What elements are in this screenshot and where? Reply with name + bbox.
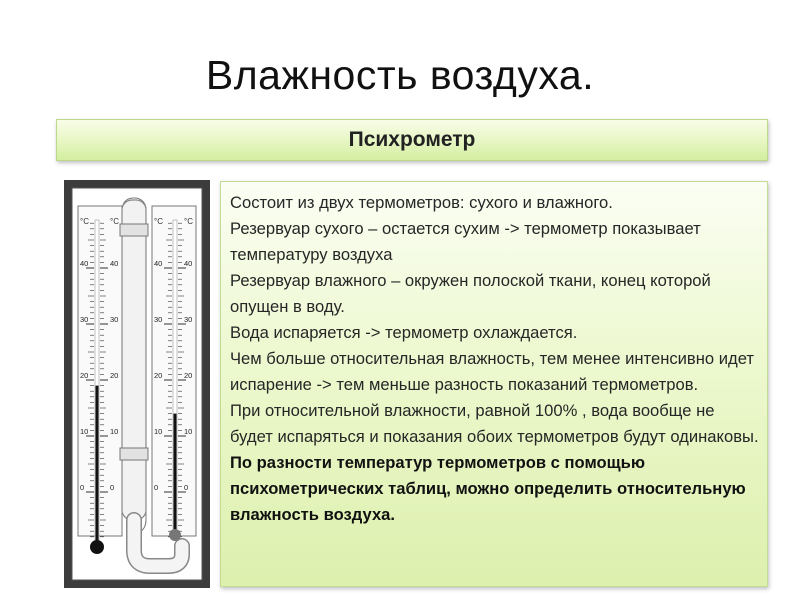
- psychrometer-svg: [64, 180, 210, 588]
- description-box: [220, 181, 768, 587]
- tube-clamp-top: [120, 224, 148, 236]
- dry-thermometer-bulb: [90, 540, 104, 554]
- scale-label: 20: [184, 371, 193, 380]
- unit-label: °C: [110, 217, 119, 226]
- wet-thermometer-bulb: [169, 529, 181, 541]
- unit-label: °C: [184, 217, 193, 226]
- scale-label: 20: [110, 371, 119, 380]
- scale-label: 10: [80, 427, 89, 436]
- tube-clamp-bottom: [120, 448, 148, 460]
- scale-label: 10: [184, 427, 193, 436]
- scale-label: 10: [110, 427, 119, 436]
- scale-label: 30: [80, 315, 89, 324]
- slide-title: Влажность воздуха.: [205, 52, 595, 98]
- scale-label: 10: [154, 427, 163, 436]
- psychrometer-illustration: [64, 180, 210, 588]
- scale-label: 0: [80, 483, 85, 492]
- conclusion-paragraph: По разности температур термометров с помощью психометрических таблиц, можно определить относительную влажность воздуха.: [230, 453, 746, 524]
- unit-label: °C: [80, 217, 89, 226]
- subtitle-text: Психрометр: [348, 128, 476, 151]
- wet-thermometer-column: [174, 414, 177, 530]
- paragraph: Состоит из двух термометров: сухого и влажного.: [230, 193, 613, 212]
- wick-tube: [122, 200, 146, 520]
- scale-label: 40: [110, 259, 119, 268]
- scale-label: 0: [110, 483, 115, 492]
- paragraph: Чем больше относительная влажность, тем менее интенсивно идет испарение -> тем меньше разность показаний термометров.: [230, 349, 754, 394]
- paragraph: При относительной влажности, равной 100% , вода вообще не будет испаряться и показания обоих термометров будут одинаковы.: [230, 401, 759, 446]
- scale-label: 0: [184, 483, 189, 492]
- unit-label: °C: [154, 217, 163, 226]
- scale-label: 40: [80, 259, 89, 268]
- paragraph: Резервуар сухого – остается сухим -> термометр показывает температуру воздуха: [230, 219, 701, 264]
- scale-label: 20: [154, 371, 163, 380]
- paragraph: Резервуар влажного – окружен полоской ткани, конец которой опущен в воду.: [230, 271, 711, 316]
- scale-label: 30: [110, 315, 119, 324]
- scale-label: 40: [154, 259, 163, 268]
- scale-label: 30: [184, 315, 193, 324]
- scale-label: 40: [184, 259, 193, 268]
- scale-label: 30: [154, 315, 163, 324]
- scale-label: 20: [80, 371, 89, 380]
- subtitle-banner: [56, 119, 768, 161]
- paragraph: Вода испаряется -> термометр охлаждается.: [230, 323, 578, 342]
- scale-label: 0: [154, 483, 159, 492]
- dry-thermometer-column: [96, 386, 99, 542]
